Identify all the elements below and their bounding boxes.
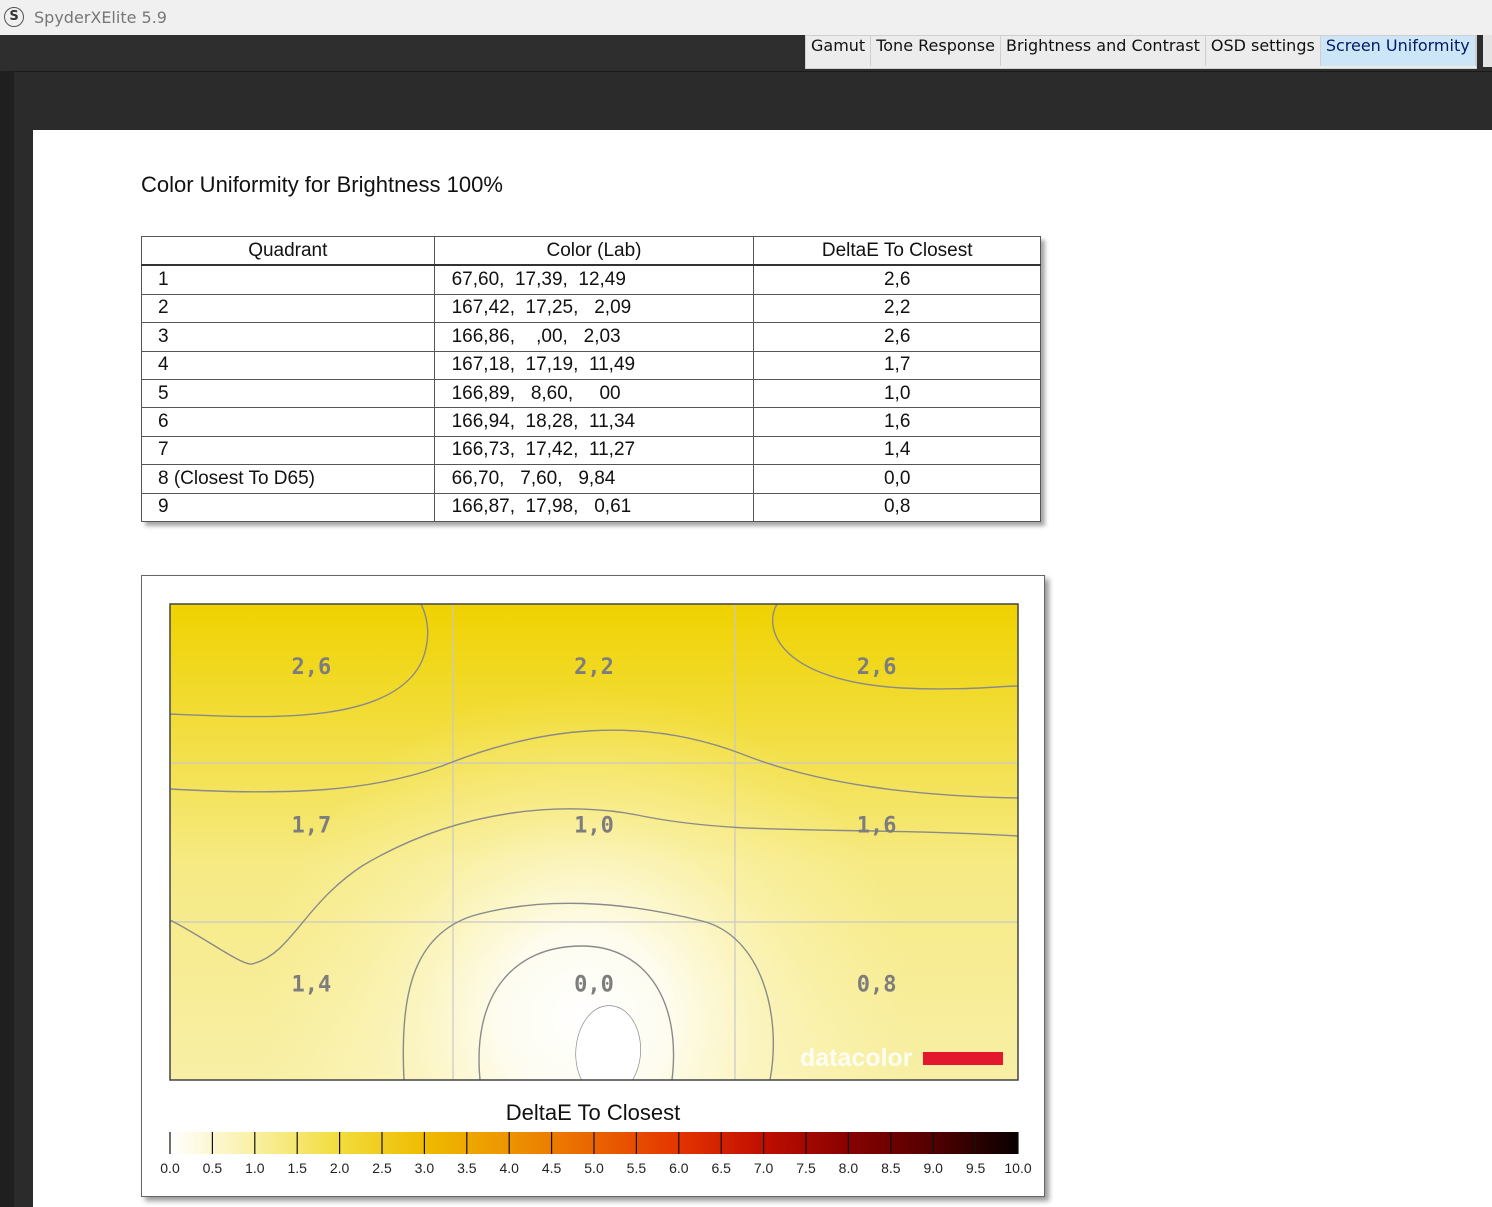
table-row	[142, 379, 1041, 407]
table-row	[142, 265, 1041, 294]
deltae-cell: 1,0	[754, 379, 1041, 407]
table-row	[142, 323, 1041, 351]
lab-cell: 66,70, 7,60, 9,84	[434, 465, 754, 493]
deltae-cell: 2,6	[754, 323, 1041, 351]
deltae-cell: 0,0	[754, 465, 1041, 493]
tab-brightness-contrast[interactable]: Brightness and Contrast	[1001, 36, 1206, 66]
tab-scroll-edge	[1483, 35, 1492, 67]
legend-tick-label: 8.0	[838, 1160, 859, 1176]
deltae-cell: 1,6	[754, 408, 1041, 436]
lab-cell: 166,86, ,00, 2,03	[434, 323, 754, 351]
legend-tick-label: 2.0	[329, 1160, 350, 1176]
cell-label: 1,6	[856, 813, 897, 839]
legend-tick-label: 8.5	[881, 1160, 901, 1176]
legend-tick-label: 10.0	[1004, 1160, 1032, 1176]
cell-label: 2,6	[856, 655, 897, 680]
column-header-color-lab: Color (Lab)	[434, 237, 754, 266]
lab-cell: 167,42, 17,25, 2,09	[434, 294, 754, 322]
uniformity-table	[141, 236, 1041, 522]
tab-osd-settings[interactable]: OSD settings	[1206, 36, 1321, 66]
lab-cell: 166,89, 8,60, 00	[434, 379, 754, 407]
quadrant-cell: 4	[142, 351, 435, 379]
report-heading: Color Uniformity for Brightness 100%	[141, 172, 503, 197]
deltae-cell: 2,6	[754, 265, 1041, 294]
cell-label: 1,0	[574, 813, 614, 839]
legend-tick-label: 0.5	[202, 1160, 223, 1176]
deltae-cell: 1,7	[754, 351, 1041, 379]
title-bar	[0, 0, 1492, 35]
tab-bar	[805, 35, 1477, 69]
quadrant-cell: 6	[142, 408, 435, 436]
cell-label: 1,4	[291, 972, 332, 998]
legend-tick-label: 1.5	[287, 1160, 307, 1176]
table-row	[142, 294, 1041, 322]
lab-cell: 166,94, 18,28, 11,34	[434, 408, 754, 436]
quadrant-cell: 1	[142, 265, 435, 294]
table-row	[142, 493, 1041, 521]
quadrant-cell: 7	[142, 436, 435, 464]
legend-tick-label: 7.0	[753, 1160, 774, 1176]
spyder-app-icon: S	[4, 7, 24, 27]
tab-gamut[interactable]: Gamut	[806, 36, 871, 66]
cell-label: 2,2	[574, 655, 614, 680]
legend-tick-label: 6.0	[669, 1160, 689, 1176]
deltae-cell: 1,4	[754, 436, 1041, 464]
lab-cell: 166,87, 17,98, 0,61	[434, 493, 754, 521]
lab-cell: 67,60, 17,39, 12,49	[434, 265, 754, 294]
table-header-row	[142, 237, 1041, 266]
datacolor-watermark: datacolor	[800, 1044, 913, 1072]
column-header-quadrant: Quadrant	[142, 237, 435, 266]
deltae-cell: 0,8	[754, 493, 1041, 521]
legend-tick-label: 6.5	[711, 1160, 731, 1176]
legend-tick-label: 2.5	[372, 1160, 392, 1176]
table-row	[142, 436, 1041, 464]
legend-tick-label: 9.0	[923, 1160, 943, 1176]
cell-label: 2,6	[291, 655, 332, 680]
legend-tick-label: 4.0	[499, 1160, 519, 1176]
table-row	[142, 351, 1041, 379]
legend-tick-label: 0.0	[160, 1160, 180, 1176]
legend-title: DeltaE To Closest	[505, 1100, 681, 1125]
datacolor-logo-bar	[923, 1052, 1003, 1065]
cell-label: 0,0	[574, 972, 614, 998]
legend-tick-label: 5.0	[584, 1160, 604, 1176]
uniformity-heatmap-chart	[141, 575, 1045, 1197]
table-row	[142, 408, 1041, 436]
quadrant-cell: 9	[142, 493, 435, 521]
table-row	[142, 465, 1041, 493]
lab-cell: 167,18, 17,19, 11,49	[434, 351, 754, 379]
legend-tick-label: 5.5	[626, 1160, 647, 1176]
lab-cell: 166,73, 17,42, 11,27	[434, 436, 754, 464]
legend-tick-label: 3.0	[414, 1160, 435, 1176]
legend-tick-label: 1.0	[245, 1160, 265, 1176]
quadrant-cell: 3	[142, 323, 435, 351]
tab-tone-response[interactable]: Tone Response	[871, 36, 1001, 66]
quadrant-cell: 2	[142, 294, 435, 322]
legend-tick-label: 9.5	[965, 1160, 986, 1176]
report-area	[33, 130, 1492, 1207]
tab-screen-uniformity[interactable]: Screen Uniformity	[1321, 36, 1476, 66]
quadrant-cell: 5	[142, 379, 435, 407]
legend-tick-label: 3.5	[457, 1160, 477, 1176]
column-header-deltae: DeltaE To Closest	[754, 237, 1041, 266]
left-panel-edge	[0, 71, 14, 1207]
cell-label: 0,8	[856, 972, 897, 998]
window-title: SpyderXElite 5.9	[34, 8, 167, 27]
legend-tick-label: 4.5	[541, 1160, 562, 1176]
quadrant-cell: 8 (Closest To D65)	[142, 465, 435, 493]
legend-tick-label: 7.5	[796, 1160, 816, 1176]
deltae-cell: 2,2	[754, 294, 1041, 322]
cell-label: 1,7	[291, 813, 332, 839]
